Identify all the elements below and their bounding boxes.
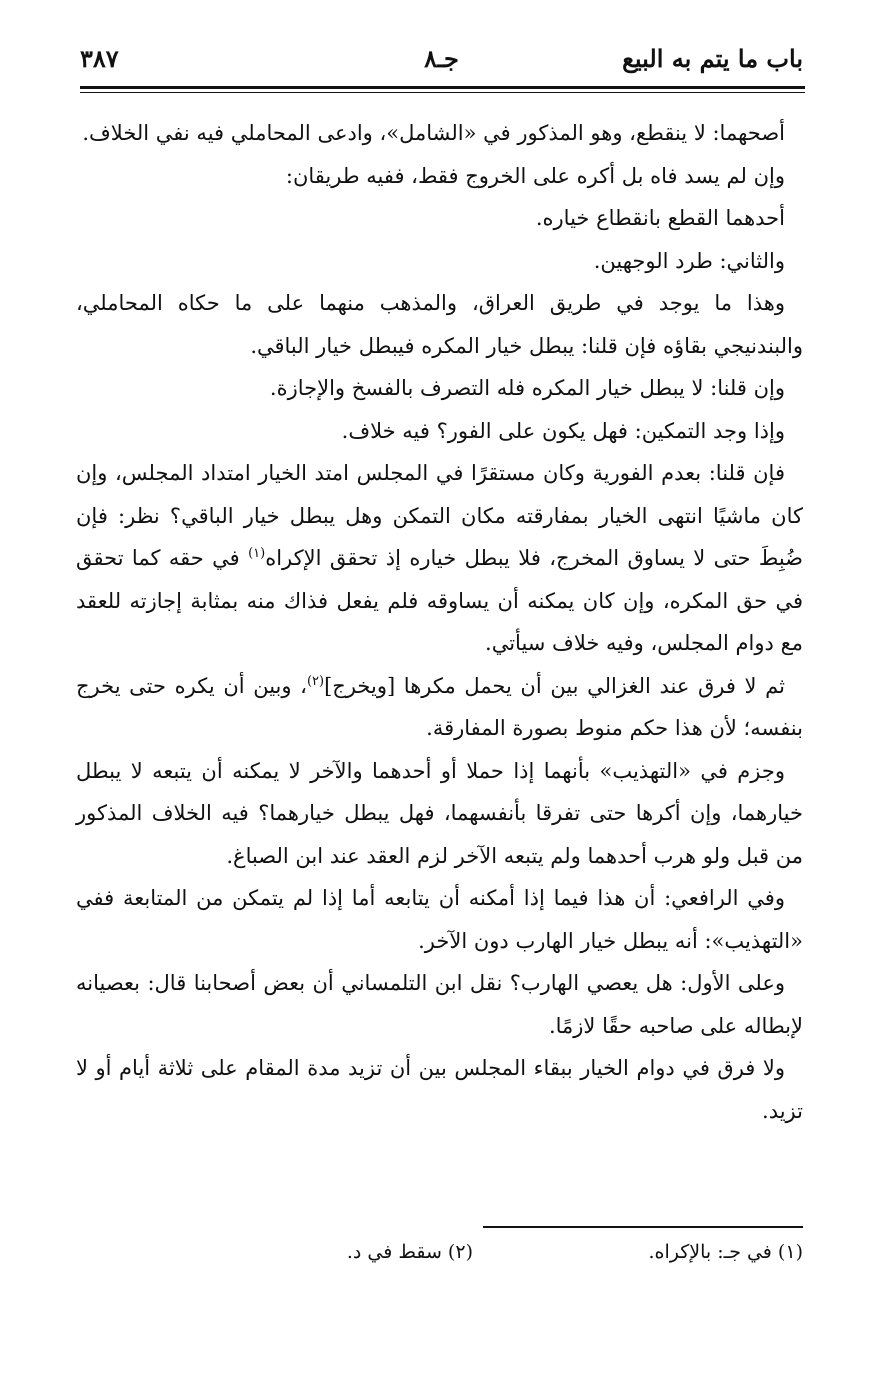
paragraph: وعلى الأول: هل يعصي الهارب؟ نقل ابن التلمساني أن بعض أصحابنا قال: بعصيانه لإبطاله على صاحبه حقًا لازمًا. <box>76 971 803 1038</box>
footnote-separator <box>483 1226 803 1228</box>
paragraph: وجزم في «التهذيب» بأنهما إذا حملا أو أحدهما والآخر لا يمكنه أن يتبعه لا يبطل خيارهما، وإن أكرها حتى تفرقا بأنفسهما، فهل يبطل خيارهما؟ فيه الخلاف المذكور من قبل ولو هرب أحدهما ولم يتبعه الآخر لزم العقد عند ابن الصباغ. <box>76 758 803 868</box>
main-text <box>76 112 803 1132</box>
paragraph: وإن لم يسد فاه بل أكره على الخروج فقط، ففيه طريقان: <box>285 163 785 188</box>
footnote-reference: (١) <box>248 546 266 561</box>
paragraph: وإن قلنا: لا يبطل خيار المكره فله التصرف بالفسخ والإجازة. <box>269 376 785 400</box>
paragraph: ولا فرق في دوام الخيار ببقاء المجلس بين أن تزيد مدة المقام على ثلاثة أيام أو لا تزيد. <box>76 1056 803 1123</box>
header-rule-thin <box>80 92 805 93</box>
paragraph <box>76 665 803 750</box>
paragraph-text: ، وبين أن يكره حتى يخرج بنفسه؛ لأن هذا حكم منوط بصورة المفارقة. <box>76 673 803 740</box>
header-rule-thick <box>80 86 805 89</box>
paragraph-text: في حقه كما تحقق في حق المكره، وإن كان يمكنه أن يساوقه فلم يفعل فذاك منه بمثابة إجازته للعقد مع دوام المجلس، وفيه خلاف سيأتي. <box>76 546 803 655</box>
paragraph-text: ثم لا فرق عند الغزالي بين أن يحمل مكرها [ويخرج] <box>324 673 785 698</box>
chapter-title: باب ما يتم به البيع <box>622 44 803 73</box>
footnote-1: (١) في جـ: بالإكراه. <box>648 1241 803 1263</box>
paragraph <box>76 452 803 665</box>
paragraph: وهذا ما يوجد في طريق العراق، والمذهب منهما على ما حكاه المحاملي، والبندنيجي بقاؤه فإن قلنا: يبطل خيار المكره فيبطل خيار الباقي. <box>76 291 803 358</box>
footnote-reference: (٢) <box>306 673 325 689</box>
page-header <box>80 44 803 84</box>
paragraph: وإذا وجد التمكين: فهل يكون على الفور؟ فيه خلاف. <box>341 418 785 443</box>
volume-label: جـ٨ <box>424 44 459 73</box>
paragraph: أصحهما: لا ينقطع، وهو المذكور في «الشامل»، وادعى المحاملي فيه نفي الخلاف. <box>82 121 785 145</box>
paragraph: أحدهما القطع بانقطاع خياره. <box>535 206 785 230</box>
paragraph: وفي الرافعي: أن هذا فيما إذا أمكنه أن يتابعه أما إذا لم يتمكن من المتابعة ففي «التهذيب»: أنه يبطل خيار الهارب دون الآخر. <box>76 886 803 953</box>
page-number: ٣٨٧ <box>80 44 119 73</box>
paragraph: والثاني: طرد الوجهين. <box>593 248 785 273</box>
paragraph-text: فإن قلنا: بعدم الفورية وكان مستقرًا في المجلس امتد الخيار امتداد المجلس، وإن كان ماشيًا انتهى الخيار بمفارقته مكان التمكن وهل يبطل خيار الباقي؟ نظر: فإن ضُبِطَ حتى لا يساوق المخرج، فلا يبطل خياره إذ تحقق الإكراه <box>76 461 803 570</box>
footnote-2: (٢) سقط في د. <box>346 1241 473 1263</box>
